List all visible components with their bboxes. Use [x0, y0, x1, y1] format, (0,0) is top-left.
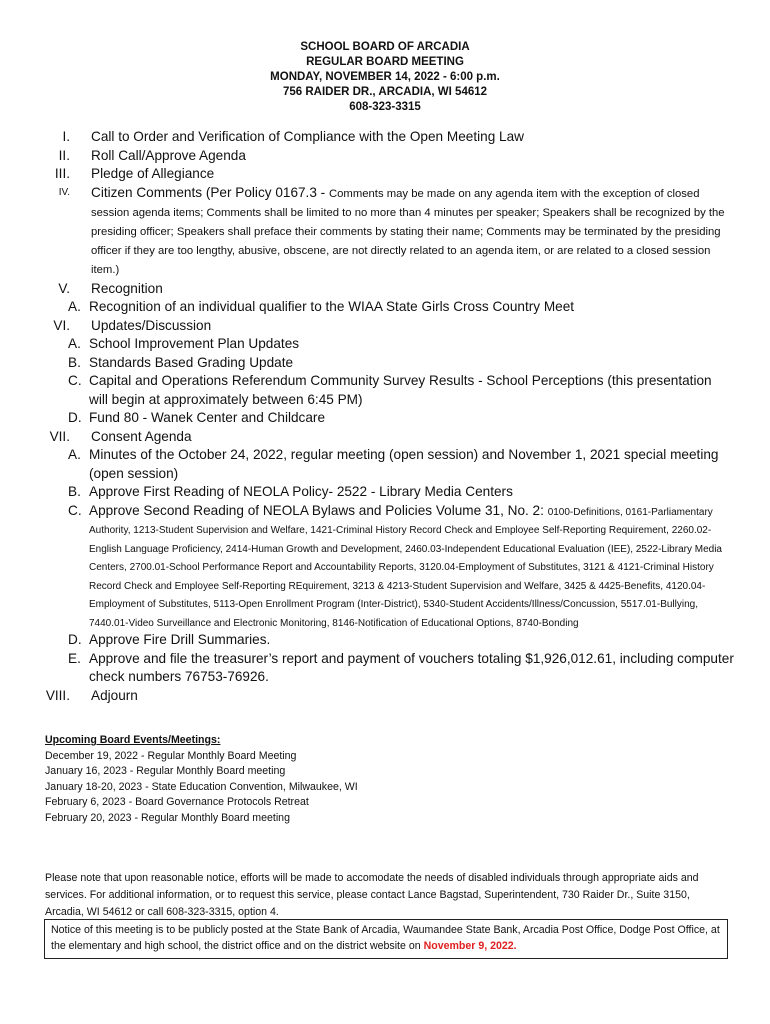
sub-item-text: Approve and file the treasurer’s report and payment of vouchers totaling $1,926,012.61, including computer check numbers 76753-76926.	[89, 650, 734, 685]
event-item: January 18-20, 2023 - State Education Convention, Milwaukee, WI	[45, 780, 358, 793]
sub-item-letter: B.	[68, 484, 81, 500]
posting-notice: Notice of this meeting is to be publicly posted at the State Bank of Arcadia, Waumandee State Bank, Arcadia Post Office, Dodge Post Office, at the elementary and high school, the district office and on the district website on	[51, 924, 720, 952]
sub-item-text: Fund 80 - Wanek Center and Childcare	[89, 410, 325, 426]
header-meeting: REGULAR BOARD MEETING	[306, 56, 464, 68]
sub-item-letter: C.	[68, 502, 82, 518]
agenda-item-2	[44, 147, 734, 166]
event-item: January 16, 2023 - Regular Monthly Board meeting	[45, 765, 286, 778]
item-number: V.	[58, 280, 70, 296]
sub-item	[44, 298, 734, 317]
item-text: Updates/Discussion	[91, 317, 212, 333]
document-header	[0, 40, 770, 115]
sub-item-text: Minutes of the October 24, 2022, regular meeting (open session) and November 1, 2021 special meeting (open session)	[89, 447, 719, 481]
item-description: Comments may be made on any agenda item with the exception of closed session agenda items; Comments shall be limited to no more than 4 minutes per speaker; Speakers shall be recognized by the presiding officer; Speakers shall preface their comments by stating their name; Comments may be terminated by the presiding officer if they are too lengthy, abusive, obscene, are not directly related to an agenda item, or are related to a closed session item.)	[91, 187, 725, 277]
sub-item	[44, 502, 734, 632]
agenda-item-4	[44, 184, 734, 280]
sub-item	[44, 631, 734, 650]
events-heading: Upcoming Board Events/Meetings:	[45, 734, 221, 746]
sub-item-letter: B.	[68, 354, 81, 370]
posting-notice-box	[44, 919, 728, 959]
sub-item-text: Recognition of an individual qualifier to the WIAA State Girls Cross Country Meet	[89, 299, 575, 315]
header-phone: 608-323-3315	[349, 101, 421, 113]
item-text: Recognition	[91, 280, 163, 296]
sub-item	[44, 650, 734, 687]
sub-item-letter: A.	[68, 299, 81, 315]
sub-item-text: Approve Second Reading of NEOLA Bylaws and Policies Volume 31, No. 2:	[89, 502, 548, 518]
sub-item-text: Standards Based Grading Update	[89, 354, 294, 370]
header-date: MONDAY, NOVEMBER 14, 2022 - 6:00 p.m.	[270, 71, 500, 83]
agenda-item-5	[44, 280, 734, 299]
sub-item-text: Capital and Operations Referendum Community Survey Results - School Perceptions (this presentation will begin at approximately between 6:45 PM)	[89, 373, 712, 407]
item-number: VII.	[49, 428, 70, 444]
sub-item	[44, 335, 734, 354]
sub-item-letter: C.	[68, 373, 82, 389]
sub-item-letter: D.	[68, 632, 82, 648]
agenda-list	[44, 128, 734, 705]
item-text: Roll Call/Approve Agenda	[91, 147, 246, 163]
sub-item	[44, 446, 734, 483]
sub-item	[44, 483, 734, 502]
item-text: Adjourn	[91, 687, 138, 703]
agenda-item-8	[44, 687, 734, 706]
accommodation-notice: Please note that upon reasonable notice, efforts will be made to accomodate the needs of disabled individuals through appropriate aids and services. For additional information, or to request this service, please contact Lance Bagstad, Superintendent, 730 Raider Dr., Suite 3150, Arcadia, WI 54612 or call 608-323-3315, option 4.	[45, 872, 699, 918]
policy-list: 0100-Definitions, 0161-Parliamentary Authority, 1213-Student Supervision and Welfare, 1421-Criminal History Record Check and Employee Self-Reporting Requirement, 2260.02-English Language Proficiency, 2414-Human Growth and Development, 2460.03-Independent Educational Evaluation (IEE), 2522-Library Media Centers, 2700.01-School Performance Report and Accountability Reports, 3120.04-Employment of Substitutes, 3121 & 4121-Criminal History Record Check and Employee Self-Reporting REquirement, 3213 & 4213-Student Supervision and Welfare, 3425 & 4425-Benefits, 4120.04-Employment of Substitutes, 5113-Open Enrollment Program (Inter-District), 5340-Student Accidents/Illness/Concussion, 5517.01-Bullying, 7440.01-Video Surveillance and Electronic Monitoring, 8146-Notification of Educational Options, 8740-Bonding	[89, 506, 722, 629]
item-text: Citizen Comments (Per Policy 0167.3 -	[91, 184, 329, 200]
item-text: Consent Agenda	[91, 428, 192, 444]
event-item: February 20, 2023 - Regular Monthly Board meeting	[45, 811, 290, 824]
agenda-item-3	[44, 165, 734, 184]
sub-item-text: Approve Fire Drill Summaries.	[89, 632, 271, 648]
event-item: February 6, 2023 - Board Governance Protocols Retreat	[45, 796, 309, 809]
item-number: VI.	[53, 317, 70, 333]
agenda-item-1	[44, 128, 734, 147]
event-item: December 19, 2022 - Regular Monthly Board Meeting	[45, 749, 297, 762]
posting-date: November 9, 2022.	[423, 939, 517, 952]
sub-item-letter: A.	[68, 336, 81, 352]
item-text: Pledge of Allegiance	[91, 166, 215, 181]
sub-item-letter: E.	[68, 650, 81, 666]
agenda-item-6	[44, 317, 734, 336]
sub-item-text: School Improvement Plan Updates	[89, 336, 300, 352]
upcoming-events	[45, 733, 358, 827]
item-number: VIII.	[45, 687, 70, 703]
sub-item-letter: A.	[68, 447, 81, 463]
item-number: II.	[58, 147, 70, 163]
sub-item	[44, 409, 734, 428]
item-number: III.	[54, 166, 70, 181]
header-address: 756 RAIDER DR., ARCADIA, WI 54612	[282, 86, 488, 98]
item-number: I.	[62, 129, 70, 144]
item-text: Call to Order and Verification of Compliance with the Open Meeting Law	[91, 129, 524, 144]
sub-item-text: Approve First Reading of NEOLA Policy- 2522 - Library Media Centers	[89, 484, 513, 500]
sub-item-letter: D.	[68, 410, 82, 426]
sub-item	[44, 354, 734, 373]
agenda-item-7	[44, 428, 734, 447]
item-number: IV.	[58, 186, 70, 198]
header-org: SCHOOL BOARD OF ARCADIA	[300, 41, 470, 53]
sub-item	[44, 372, 734, 409]
